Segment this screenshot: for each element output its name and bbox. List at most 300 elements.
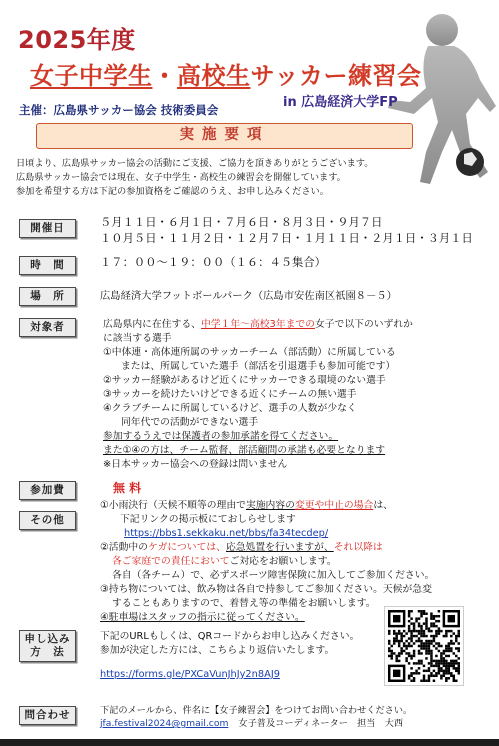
family-responsibility: 各ご家庭での責任において [112, 556, 230, 567]
qr-module [458, 630, 460, 632]
qr-module [443, 672, 445, 674]
application-form-link[interactable]: https://forms.gle/PXCaVunJhJy2n8AJ9 [100, 669, 280, 680]
qr-module [423, 670, 425, 672]
qr-module [420, 642, 422, 644]
qr-module [458, 665, 460, 667]
qr-module [455, 635, 457, 637]
qr-module [393, 615, 400, 622]
qr-module [400, 650, 402, 652]
qr-module [423, 647, 425, 649]
qr-module [403, 650, 405, 652]
qr-module [428, 662, 430, 664]
qr-module [420, 652, 422, 654]
other-change-notice: 変更や中止の場合 [294, 500, 374, 511]
qr-module [420, 680, 422, 682]
qr-module [433, 640, 435, 642]
qr-module [435, 672, 437, 674]
qr-module [440, 657, 442, 659]
qr-module [430, 675, 432, 677]
qr-module [408, 625, 410, 627]
section-banner: 実施要項 [36, 123, 413, 149]
place-value: 広島経済大学フットボールパーク（広島市安佐南区祇園８－５） [100, 290, 397, 302]
apply-form-line [100, 668, 280, 682]
other-text-d: それ以降は [333, 542, 383, 553]
qr-module [453, 680, 455, 682]
qr-module [418, 645, 420, 647]
qr-module [445, 662, 447, 664]
qr-module [438, 620, 440, 622]
qr-module [398, 632, 400, 634]
qr-module [433, 615, 435, 617]
qr-module [413, 652, 415, 654]
qr-module [443, 660, 445, 662]
qr-module [453, 652, 455, 654]
qr-module [440, 677, 442, 679]
qr-module [423, 612, 425, 614]
place-label: 場 所 [19, 287, 76, 306]
qr-module [455, 667, 457, 669]
contact-label: 問合わせ [19, 706, 76, 725]
qr-module [438, 667, 440, 669]
qr-module [433, 660, 435, 662]
qr-module [428, 670, 430, 672]
qr-module [413, 635, 415, 637]
contact-line: 下記のメールから、件名に【女子練習会】をつけてお問い合わせください。 [100, 705, 413, 716]
qr-module [438, 615, 440, 617]
qr-module [430, 612, 432, 614]
qr-module [443, 665, 445, 667]
qr-module [455, 660, 457, 662]
qr-module [450, 630, 452, 632]
qr-module [408, 627, 410, 629]
qr-module [395, 660, 397, 662]
qr-module [428, 627, 430, 629]
qr-module [433, 617, 435, 619]
qr-module [430, 640, 432, 642]
qr-module [430, 652, 432, 654]
qr-module [430, 660, 432, 662]
qr-module [433, 680, 435, 682]
qr-module [433, 625, 435, 627]
qr-module [443, 657, 445, 659]
qr-module [390, 657, 392, 659]
qr-module [410, 680, 412, 682]
qr-module [430, 672, 432, 674]
qr-module [393, 670, 400, 677]
qr-module [423, 680, 425, 682]
injury-notice: ケガについては、 [147, 542, 226, 553]
qr-module [448, 665, 450, 667]
qr-module [430, 622, 432, 624]
qr-module [450, 647, 452, 649]
qr-module [423, 635, 425, 637]
qr-module [388, 630, 390, 632]
intro-text [16, 157, 373, 199]
other-text-a: ①小雨決行（天候不順等の理由で [100, 500, 246, 511]
qr-module [398, 642, 400, 644]
qr-module [430, 650, 432, 652]
qr-module [455, 655, 457, 657]
target-text-c: 女子で以下のいずれか [314, 319, 413, 330]
target-label: 対象者 [19, 318, 76, 337]
qr-module [408, 615, 410, 617]
qr-module [445, 647, 447, 649]
qr-module [408, 645, 410, 647]
qr-module [445, 635, 447, 637]
qr-module [448, 630, 450, 632]
qr-module [408, 652, 410, 654]
qr-module [435, 662, 437, 664]
qr-module [428, 630, 430, 632]
qr-module [390, 645, 392, 647]
qr-module [415, 617, 417, 619]
qr-module [413, 662, 415, 664]
qr-module [435, 615, 437, 617]
qr-module [425, 640, 427, 642]
dates-line-1: ５月１１日・６月１日・７月６日・８月３日・９月７日 [100, 216, 383, 229]
qr-module [388, 632, 390, 634]
qr-module [425, 625, 427, 627]
qr-module [415, 640, 417, 642]
other-line: ③持ち物については、飲み物は各自で持参してご参加ください。天候が急変 [100, 584, 432, 595]
qr-module [410, 630, 412, 632]
apply-label [19, 630, 76, 662]
qr-module [428, 650, 430, 652]
qr-module [405, 640, 407, 642]
qr-module [393, 630, 395, 632]
qr-module [415, 670, 417, 672]
qr-module [425, 627, 427, 629]
qr-module [453, 667, 455, 669]
apply-line: 下記のURLもしくは、QRコードからお申し込みください。 [100, 631, 360, 642]
qr-module [438, 632, 440, 634]
qr-module [418, 667, 420, 669]
qr-module [418, 637, 420, 639]
qr-module [423, 677, 425, 679]
qr-module [418, 622, 420, 624]
qr-module [438, 642, 440, 644]
qr-module [448, 667, 450, 669]
qr-module [430, 655, 432, 657]
qr-module [443, 662, 445, 664]
qr-module [450, 640, 452, 642]
qr-module [410, 640, 412, 642]
qr-module [398, 660, 400, 662]
qr-module [443, 635, 445, 637]
qr-module [450, 635, 452, 637]
qr-module [425, 617, 427, 619]
qr-module [428, 640, 430, 642]
qr-module [420, 615, 422, 617]
qr-module [425, 670, 427, 672]
target-text [103, 318, 413, 472]
qr-module [450, 650, 452, 652]
qr-module [395, 657, 397, 659]
qr-module [400, 652, 402, 654]
qr-module [450, 662, 452, 664]
qr-module [458, 635, 460, 637]
intro-line: 参加を希望する方は下記の参加資格をご確認のうえ、お申し込みください。 [16, 186, 329, 197]
qr-module [448, 645, 450, 647]
qr-module [450, 672, 452, 674]
qr-module [425, 642, 427, 644]
qr-module [455, 670, 457, 672]
event-title [30, 56, 422, 91]
qr-module [418, 630, 420, 632]
qr-module [413, 630, 415, 632]
qr-module [408, 637, 410, 639]
qr-module [438, 610, 440, 612]
qr-module [453, 660, 455, 662]
qr-module [393, 637, 395, 639]
venue-tag: in 広島経済大学FP [283, 95, 398, 110]
qr-module [448, 642, 450, 644]
target-line: ④クラブチームに所属しているけど、選手の人数が少なく [103, 403, 357, 414]
dates-line-2: １０月５日・１１月２日・１２月７日・１月１１日・２月１日・３月１日 [100, 232, 473, 245]
qr-module [435, 660, 437, 662]
first-aid-notice: 応急処置を行いますが、 [225, 542, 334, 553]
qr-module [420, 640, 422, 642]
qr-module [448, 615, 455, 622]
qr-module [410, 675, 412, 677]
target-line: または、所属していた選手（部活を引退選手も参加可能です） [121, 361, 396, 372]
qr-module [408, 675, 410, 677]
qr-module [410, 622, 412, 624]
qr-code-pattern [388, 610, 460, 682]
target-line: ①中体連・高体連所属のサッカーチーム（部活動）に所属している [103, 347, 396, 358]
qr-module [400, 640, 402, 642]
qr-module [430, 625, 432, 627]
qr-module [428, 667, 430, 669]
qr-module [413, 642, 415, 644]
qr-module [395, 635, 397, 637]
qr-module [390, 655, 392, 657]
qr-module [430, 642, 432, 644]
qr-module [450, 660, 452, 662]
qr-module [425, 620, 427, 622]
page-bottom-rule [0, 739, 499, 746]
fee-label: 参加費 [19, 481, 76, 500]
qr-module [425, 647, 427, 649]
bbs-link[interactable]: https://bbs1.sekkaku.net/bbs/fa34tecdep/ [124, 528, 329, 539]
qr-module [430, 630, 432, 632]
qr-module [455, 640, 457, 642]
fee-value: 無 料 [113, 481, 142, 495]
qr-module [410, 645, 412, 647]
qr-module [390, 650, 392, 652]
qr-module [398, 630, 400, 632]
qr-module [395, 637, 397, 639]
other-text-a: ②活動中の [100, 542, 148, 553]
qr-module [438, 627, 440, 629]
qr-module [408, 612, 410, 614]
qr-module [440, 675, 442, 677]
qr-module [445, 677, 447, 679]
qr-module [428, 652, 430, 654]
qr-module [435, 635, 437, 637]
qr-module [425, 622, 427, 624]
target-text-a: 広島県内に在住する、 [103, 319, 201, 330]
qr-module [405, 647, 407, 649]
qr-module [418, 610, 420, 612]
qr-module [438, 660, 440, 662]
qr-module [395, 640, 397, 642]
target-line: ※日本サッカー協会への登録は問いません [103, 459, 288, 470]
event-year: 2025年度 [18, 26, 136, 54]
contact-email[interactable]: jfa.festival2024@gmail.com [100, 718, 229, 729]
qr-module [418, 640, 420, 642]
qr-module [398, 652, 400, 654]
qr-module [430, 665, 432, 667]
qr-module [428, 675, 430, 677]
qr-module [413, 650, 415, 652]
qr-module [413, 625, 415, 627]
qr-module [440, 670, 442, 672]
apply-text [100, 630, 359, 658]
qr-module [410, 672, 412, 674]
qr-module [458, 647, 460, 649]
other-line: 各自（各チーム）で、必ずスポーツ障害保険に加入してご参加ください。 [112, 570, 435, 581]
qr-module [413, 677, 415, 679]
target-grade-range: 中学１年～高校3年までの [200, 319, 315, 330]
qr-module [420, 612, 422, 614]
qr-module [435, 630, 437, 632]
qr-module [445, 680, 447, 682]
other-text-b: 実施内容の [245, 500, 295, 511]
qr-module [425, 612, 427, 614]
target-line: ③サッカーを続けたいけどできる近くにチームの無い選手 [103, 389, 357, 400]
qr-module [405, 657, 407, 659]
contact-line [100, 717, 412, 730]
dates-label: 開催日 [19, 219, 76, 238]
qr-module [435, 665, 437, 667]
qr-module [443, 652, 445, 654]
qr-module [430, 615, 432, 617]
qr-module [438, 662, 440, 664]
other-line: 下記リンクの掲示板にておしらせします [120, 514, 296, 525]
qr-module [443, 675, 445, 677]
qr-module [425, 657, 427, 659]
qr-code[interactable] [384, 606, 464, 686]
qr-module [443, 650, 445, 652]
target-line: 同年代での活動ができない選手 [121, 417, 259, 428]
qr-module [415, 635, 417, 637]
qr-module [405, 645, 407, 647]
qr-module [420, 625, 422, 627]
qr-module [435, 655, 437, 657]
qr-module [420, 627, 422, 629]
qr-module [390, 652, 392, 654]
qr-module [433, 670, 435, 672]
qr-module [423, 675, 425, 677]
qr-module [430, 657, 432, 659]
qr-module [403, 635, 405, 637]
qr-module [435, 620, 437, 622]
apply-label-line: 申し込み [24, 633, 71, 645]
qr-module [400, 647, 402, 649]
qr-module [445, 645, 447, 647]
qr-module [408, 610, 410, 612]
qr-module [398, 640, 400, 642]
qr-module [420, 610, 422, 612]
title-part-practice: サッカー練習会 [250, 62, 422, 90]
other-text-d: は、 [373, 500, 393, 511]
qr-module [410, 610, 412, 612]
qr-module [418, 652, 420, 654]
qr-module [393, 640, 395, 642]
qr-module [458, 632, 460, 634]
qr-module [423, 665, 425, 667]
other-line [100, 499, 434, 513]
title-part-high-school: 高校生 [177, 62, 251, 90]
qr-module [433, 622, 435, 624]
time-label: 時 間 [19, 256, 76, 275]
qr-module [393, 632, 395, 634]
qr-module [403, 630, 405, 632]
qr-module [420, 647, 422, 649]
qr-module [445, 672, 447, 674]
qr-module [450, 642, 452, 644]
qr-module [430, 617, 432, 619]
qr-module [448, 655, 450, 657]
qr-module [408, 662, 410, 664]
qr-module [413, 655, 415, 657]
qr-module [393, 642, 395, 644]
qr-module [418, 660, 420, 662]
qr-module [403, 645, 405, 647]
qr-module [420, 660, 422, 662]
qr-module [445, 670, 447, 672]
qr-module [388, 640, 390, 642]
qr-module [428, 645, 430, 647]
qr-module [458, 662, 460, 664]
other-line: することもありますので、着替え等の準備をお願いします。 [112, 598, 376, 609]
contact-text [100, 704, 412, 730]
qr-module [455, 662, 457, 664]
qr-module [458, 650, 460, 652]
qr-module [448, 670, 450, 672]
qr-module [438, 670, 440, 672]
qr-module [410, 667, 412, 669]
qr-module [408, 677, 410, 679]
qr-module [435, 647, 437, 649]
qr-module [425, 635, 427, 637]
qr-module [458, 672, 460, 674]
other-label: その他 [19, 511, 76, 530]
qr-module [435, 632, 437, 634]
qr-module [410, 655, 412, 657]
qr-module [433, 675, 435, 677]
qr-module [428, 642, 430, 644]
qr-module [395, 632, 397, 634]
other-line [100, 527, 434, 541]
qr-module [418, 617, 420, 619]
qr-module [443, 670, 445, 672]
target-line: また①④の方は、チーム監督、部活顧問の承諾も必要となります [103, 445, 386, 456]
apply-label-line: 方 法 [30, 646, 65, 658]
qr-module [415, 672, 417, 674]
qr-module [438, 672, 440, 674]
qr-module [440, 655, 442, 657]
qr-module [405, 652, 407, 654]
qr-module [425, 645, 427, 647]
qr-module [458, 642, 460, 644]
contact-person: 女子普及コーディネーター 担当 大西 [238, 718, 404, 729]
qr-module [408, 655, 410, 657]
target-line: 参加するうえでは保護者の参加承諾を得てください。 [103, 431, 339, 442]
qr-module [418, 672, 420, 674]
other-line [100, 541, 434, 555]
